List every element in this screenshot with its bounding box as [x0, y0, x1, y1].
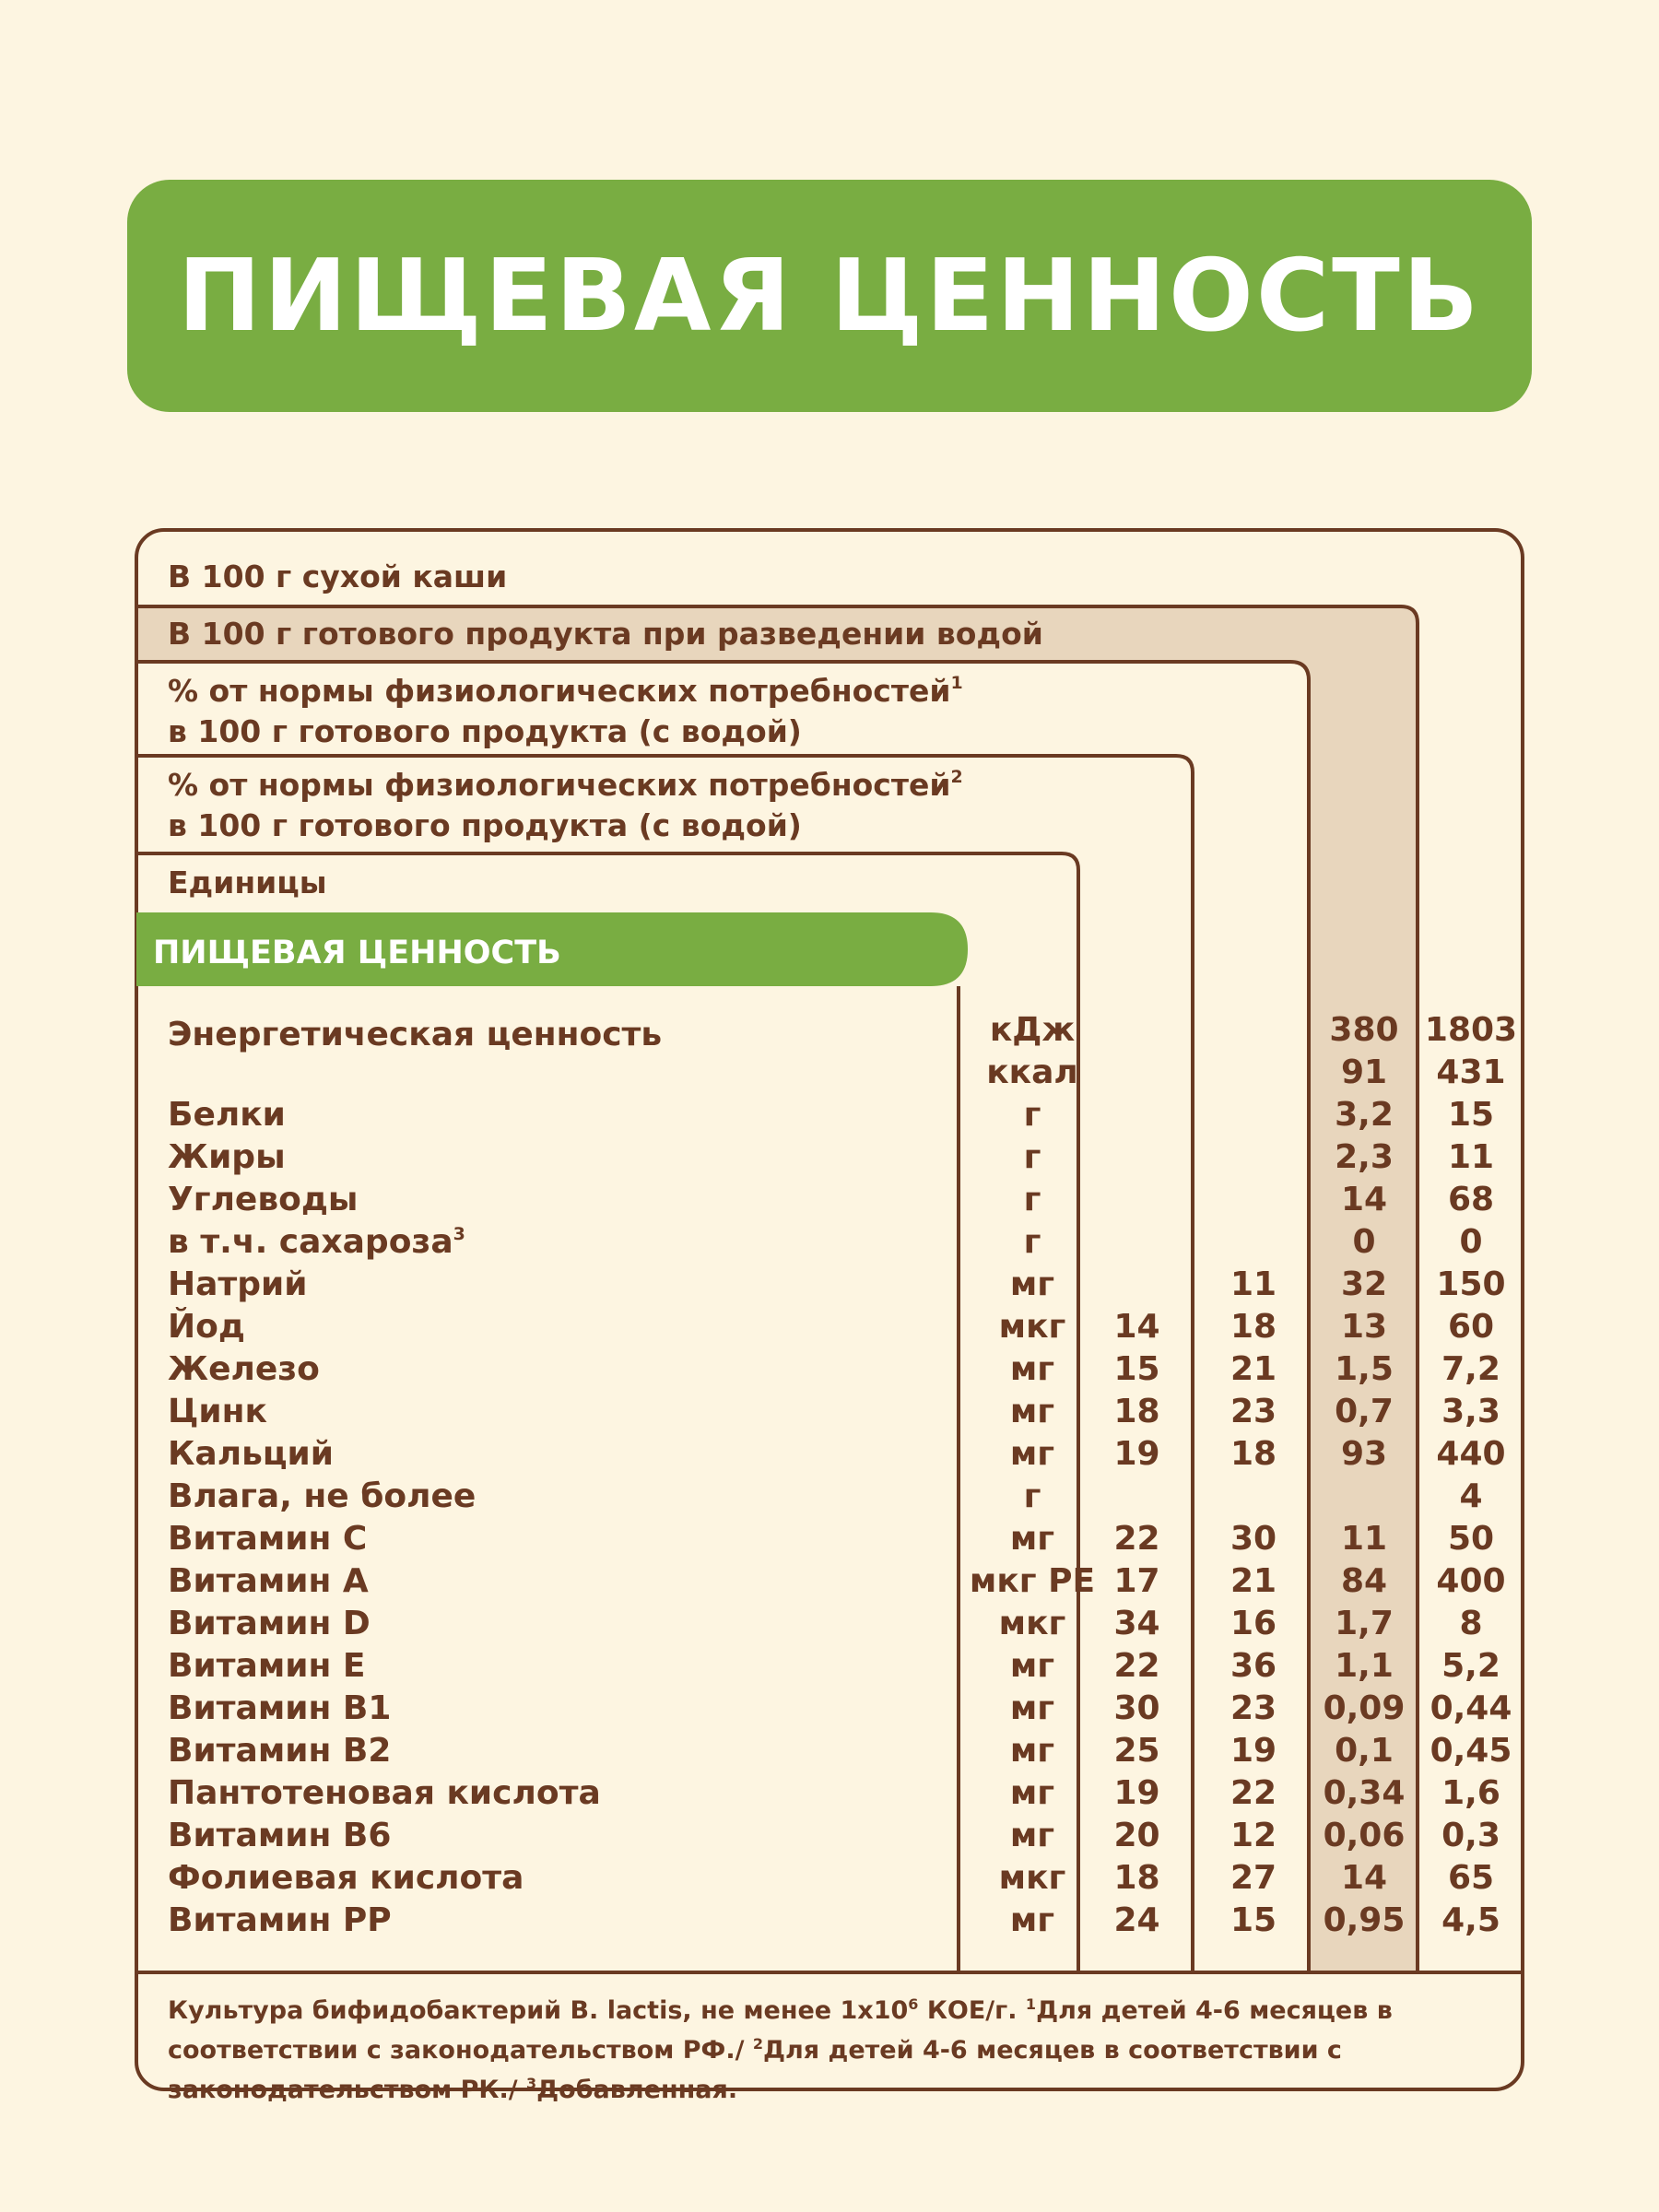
cell-pct2: 27	[1230, 1859, 1277, 1897]
cell-dry: 60	[1447, 1308, 1495, 1346]
table-row	[0, 1645, 1659, 1688]
cell-dry: 68	[1447, 1181, 1495, 1218]
cell-prep: 14	[1340, 1181, 1388, 1218]
cell-unit: г	[1023, 1096, 1041, 1134]
cell-unit: мг	[1009, 1774, 1055, 1812]
cell-name: Витамин Е	[168, 1647, 366, 1685]
cell-pct1: 34	[1113, 1605, 1160, 1642]
cell-prep: 3,2	[1335, 1096, 1394, 1134]
table-row	[0, 1306, 1659, 1348]
cell-pct1: 15	[1113, 1350, 1160, 1388]
cell-pct2: 18	[1230, 1435, 1277, 1473]
table-row	[0, 1391, 1659, 1433]
cell-name: Витамин D	[168, 1605, 371, 1642]
cell-prep: 380	[1329, 1011, 1399, 1049]
cell-unit: кДж	[989, 1011, 1076, 1049]
cell-prep: 1,1	[1335, 1647, 1394, 1685]
cell-pct1: 18	[1113, 1859, 1160, 1897]
cell-dry: 3,3	[1441, 1393, 1500, 1430]
cell-dry: 5,2	[1441, 1647, 1500, 1685]
header-prepared: В 100 г готового продукта при разведении водой	[168, 616, 1043, 652]
cell-dry: 1803	[1424, 1011, 1518, 1049]
cell-prep: 0,09	[1323, 1689, 1406, 1727]
cell-dry: 431	[1436, 1053, 1506, 1091]
cell-dry: 0,3	[1441, 1817, 1500, 1854]
cell-unit: г	[1023, 1477, 1041, 1515]
table-row	[0, 1603, 1659, 1645]
cell-dry: 400	[1436, 1562, 1506, 1600]
cell-name: Витамин С	[168, 1520, 368, 1558]
table-row	[0, 1518, 1659, 1560]
cell-pct2: 12	[1230, 1817, 1277, 1854]
table-row	[0, 1857, 1659, 1900]
cell-dry: 1,6	[1441, 1774, 1500, 1812]
cell-dry: 8	[1459, 1605, 1483, 1642]
cell-dry: 11	[1447, 1138, 1495, 1176]
cell-unit: г	[1023, 1138, 1041, 1176]
table-row	[0, 1560, 1659, 1603]
cell-name: Влага, не более	[168, 1477, 477, 1515]
cell-pct1: 14	[1113, 1308, 1160, 1346]
cell-pct2: 18	[1230, 1308, 1277, 1346]
cell-pct2: 11	[1230, 1265, 1277, 1303]
header-pct2-line1: % от нормы физиологических потребностей$^2$	[168, 767, 963, 803]
cell-unit: мг	[1009, 1435, 1055, 1473]
cell-unit: мг	[1009, 1689, 1055, 1727]
page-title: ПИЩЕВАЯ ЦЕННОСТЬ	[177, 238, 1482, 354]
header-pct1-line2: в 100 г готового продукта (с водой)	[168, 713, 802, 749]
table-row	[0, 1815, 1659, 1857]
cell-name: Пантотеновая кислота	[168, 1774, 601, 1812]
cell-pct2: 15	[1230, 1901, 1277, 1939]
cell-prep: 0	[1352, 1223, 1376, 1261]
cell-pct2: 23	[1230, 1393, 1277, 1430]
table-row	[0, 1900, 1659, 1942]
cell-dry: 0,45	[1430, 1732, 1512, 1770]
header-dry: В 100 г сухой каши	[168, 559, 508, 594]
cell-pct2: 23	[1230, 1689, 1277, 1727]
table-row	[0, 1136, 1659, 1179]
cell-unit: мкг	[998, 1605, 1066, 1642]
cell-prep: 0,7	[1335, 1393, 1394, 1430]
cell-prep: 32	[1340, 1265, 1388, 1303]
table-row	[0, 1348, 1659, 1391]
table-row	[0, 1052, 1659, 1094]
cell-pct1: 19	[1113, 1435, 1160, 1473]
header-pct2-line2: в 100 г готового продукта (с водой)	[168, 807, 802, 843]
cell-dry: 150	[1436, 1265, 1506, 1303]
cell-pct1: 25	[1113, 1732, 1160, 1770]
cell-name: Железо	[168, 1350, 320, 1388]
cell-prep: 84	[1340, 1562, 1388, 1600]
cell-dry: 4	[1459, 1477, 1483, 1515]
table-row	[0, 1730, 1659, 1772]
cell-prep: 91	[1340, 1053, 1388, 1091]
cell-dry: 15	[1447, 1096, 1495, 1134]
cell-dry: 0	[1459, 1223, 1483, 1261]
table-row	[0, 1772, 1659, 1815]
cell-name: Витамин РР	[168, 1901, 392, 1939]
cell-unit: мг	[1009, 1901, 1055, 1939]
cell-prep: 1,5	[1335, 1350, 1394, 1388]
cell-name: Витамин А	[168, 1562, 369, 1600]
cell-pct1: 30	[1113, 1689, 1160, 1727]
cell-pct2: 21	[1230, 1562, 1277, 1600]
cell-prep: 1,7	[1335, 1605, 1394, 1642]
header-units: Единицы	[168, 865, 327, 900]
cell-pct1: 20	[1113, 1817, 1160, 1854]
cell-pct1: 24	[1113, 1901, 1160, 1939]
cell-dry: 65	[1447, 1859, 1495, 1897]
cell-unit: мг	[1009, 1520, 1055, 1558]
cell-name: Фолиевая кислота	[168, 1859, 524, 1897]
cell-unit: мг	[1009, 1350, 1055, 1388]
cell-dry: 4,5	[1441, 1901, 1500, 1939]
cell-name: Йод	[168, 1308, 245, 1346]
cell-prep: 2,3	[1335, 1138, 1394, 1176]
cell-pct2: 36	[1230, 1647, 1277, 1685]
cell-pct2: 21	[1230, 1350, 1277, 1388]
table-row	[0, 1009, 1659, 1052]
table-row	[0, 1688, 1659, 1730]
cell-prep: 11	[1340, 1520, 1388, 1558]
footnote: Культура бифидобактерий B. lactis, не менее $1x10^6$ КОЕ/г. $^1$Для детей 4-6 месяцев в соответствии с законодательством РФ./ $^2$Для детей 4-6 месяцев в соответствии с законодательством РК./ $^3$Добавленная.	[168, 1995, 1393, 2104]
cell-name: Кальций	[168, 1435, 334, 1473]
cell-dry: 440	[1436, 1435, 1506, 1473]
cell-unit: г	[1023, 1223, 1041, 1261]
cell-unit: мг	[1009, 1393, 1055, 1430]
cell-name: Натрий	[168, 1265, 308, 1303]
cell-dry: 0,44	[1430, 1689, 1512, 1727]
cell-pct1: 19	[1113, 1774, 1160, 1812]
header-pct1-line1: % от нормы физиологических потребностей$^1$	[168, 673, 963, 709]
cell-name: Витамин В2	[168, 1732, 392, 1770]
cell-unit: мг	[1009, 1817, 1055, 1854]
cell-prep: 0,34	[1323, 1774, 1406, 1812]
cell-unit: мг	[1009, 1647, 1055, 1685]
table-row	[0, 1264, 1659, 1306]
cell-pct1: 18	[1113, 1393, 1160, 1430]
cell-unit: мг	[1009, 1732, 1055, 1770]
cell-unit: мг	[1009, 1265, 1055, 1303]
table-row	[0, 1433, 1659, 1476]
cell-name: Жиры	[168, 1138, 286, 1176]
cell-unit: мкг	[998, 1308, 1066, 1346]
cell-prep: 0,95	[1323, 1901, 1406, 1939]
cell-pct2: 22	[1230, 1774, 1277, 1812]
cell-pct2: 30	[1230, 1520, 1277, 1558]
cell-pct1: 22	[1113, 1647, 1160, 1685]
cell-name: в т.ч. сахароза$^3$	[168, 1223, 465, 1261]
table-row	[0, 1221, 1659, 1264]
cell-pct1: 17	[1113, 1562, 1160, 1600]
cell-unit: ккал	[986, 1053, 1078, 1091]
cell-prep: 0,1	[1335, 1732, 1394, 1770]
cell-name: Цинк	[168, 1393, 267, 1430]
table-row	[0, 1179, 1659, 1221]
cell-unit: мкг РЕ	[969, 1562, 1096, 1600]
cell-pct2: 16	[1230, 1605, 1277, 1642]
table-row	[0, 1476, 1659, 1518]
cell-name: Витамин В6	[168, 1817, 392, 1854]
cell-unit: г	[1023, 1181, 1041, 1218]
cell-dry: 7,2	[1441, 1350, 1500, 1388]
table-row	[0, 1094, 1659, 1136]
energy-label: Энергетическая ценность	[168, 1016, 663, 1053]
cell-prep: 0,06	[1323, 1817, 1406, 1854]
cell-unit: мкг	[998, 1859, 1066, 1897]
cell-prep: 13	[1340, 1308, 1388, 1346]
cell-name: Белки	[168, 1096, 286, 1134]
section-label: ПИЩЕВАЯ ЦЕННОСТЬ	[153, 935, 561, 971]
cell-name: Витамин В1	[168, 1689, 392, 1727]
cell-prep: 14	[1340, 1859, 1388, 1897]
cell-name: Углеводы	[168, 1181, 359, 1218]
cell-pct1: 22	[1113, 1520, 1160, 1558]
cell-pct2: 19	[1230, 1732, 1277, 1770]
cell-prep: 93	[1340, 1435, 1388, 1473]
cell-dry: 50	[1447, 1520, 1495, 1558]
